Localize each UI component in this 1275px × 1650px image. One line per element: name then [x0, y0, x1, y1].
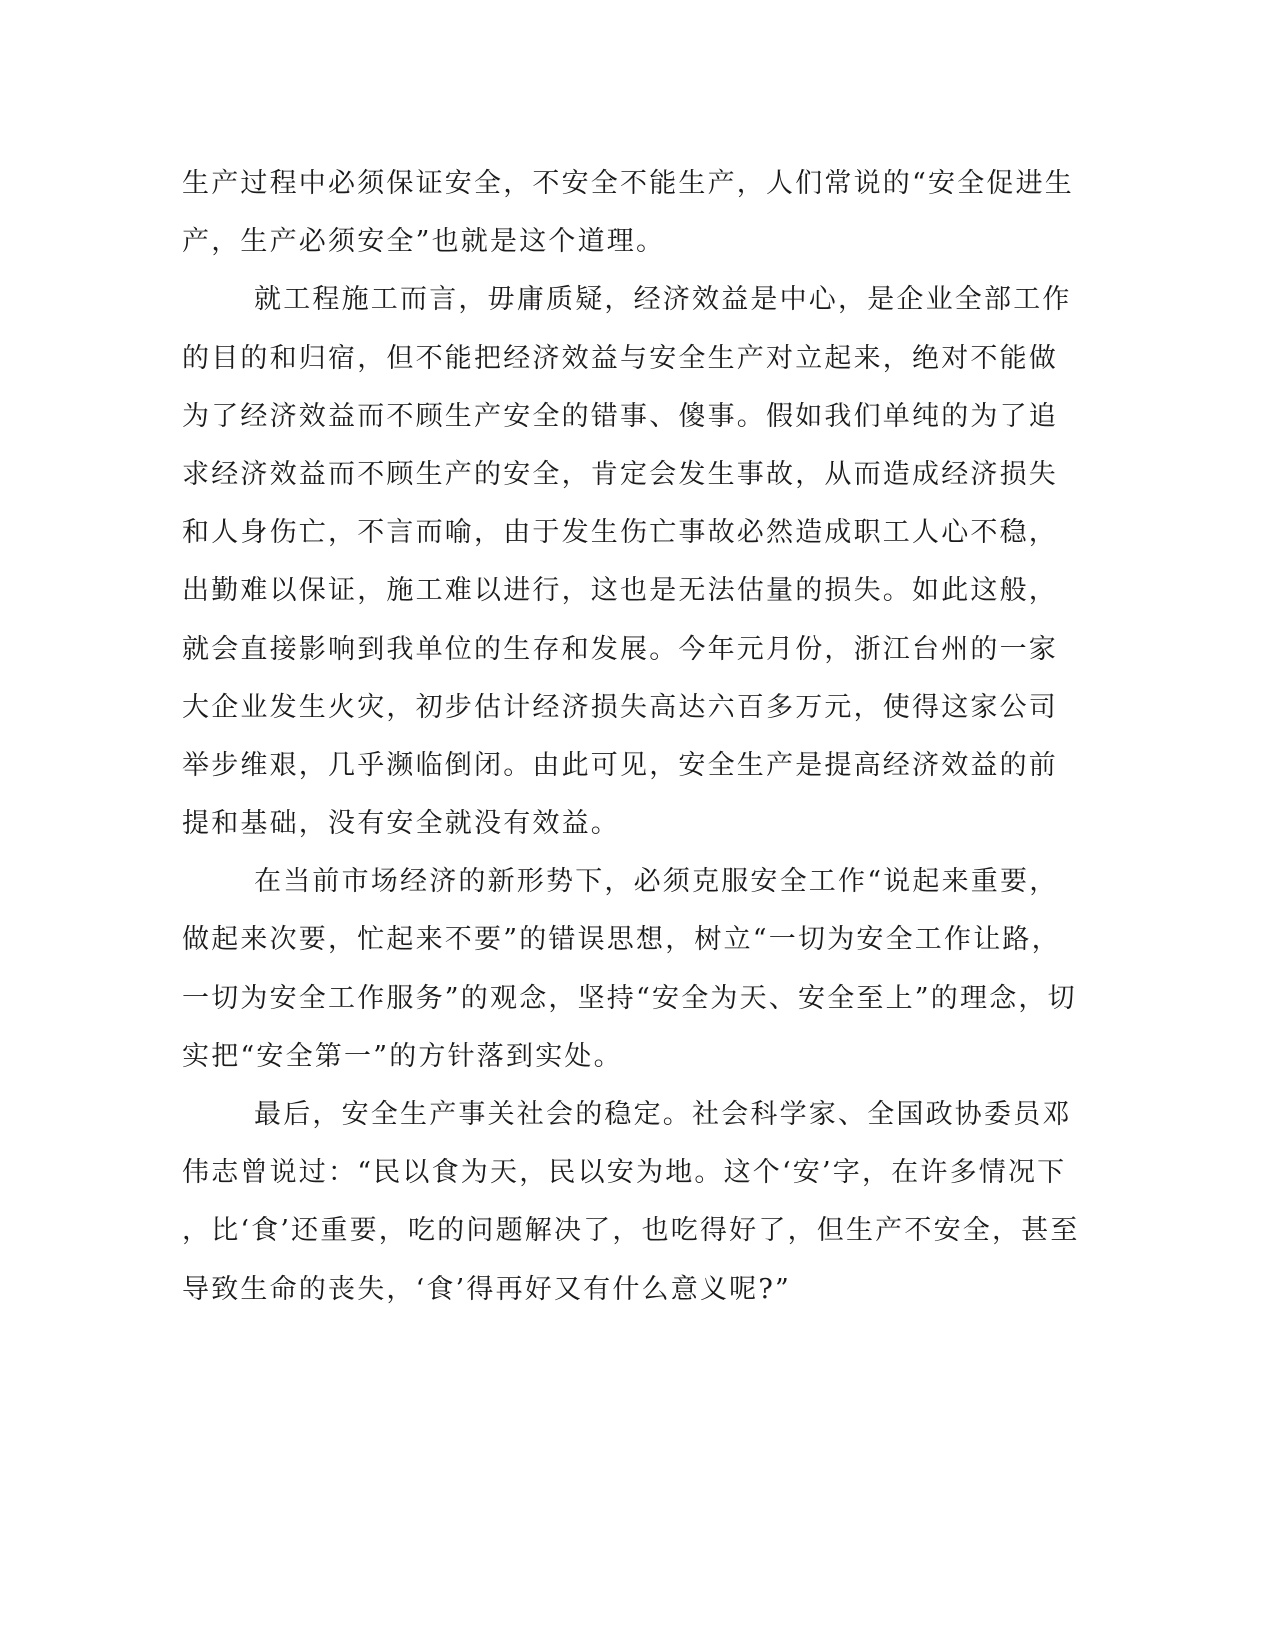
text-line: 大企业发生火灾，初步估计经济损失高达六百多万元，使得这家公司 [182, 691, 1058, 723]
text-line: 举步维艰，几乎濒临倒闭。由此可见，安全生产是提高经济效益的前 [182, 749, 1058, 781]
text-line: 为了经济效益而不顾生产安全的错事、傻事。假如我们单纯的为了追 [182, 400, 1058, 432]
text-line: ，比‘食’还重要，吃的问题解决了，也吃得好了，但生产不安全，甚至 [182, 1215, 1080, 1247]
text-line: 最后，安全生产事关社会的稳定。社会科学家、全国政协委员邓 [254, 1099, 1072, 1130]
text-line: 做起来次要，忙起来不要”的错误思想，树立“一切为安全工作让路， [182, 924, 1061, 956]
text-line: 求经济效益而不顾生产的安全，肯定会发生事故，从而造成经济损失 [182, 458, 1058, 490]
text-line: 的目的和归宿，但不能把经济效益与安全生产对立起来，绝对不能做 [182, 342, 1058, 374]
text-line: 在当前市场经济的新形势下，必须克服安全工作“说起来重要， [254, 866, 1059, 898]
text-line: 产，生产必须安全”也就是这个道理。 [182, 226, 666, 258]
text-line: 提和基础，没有安全就没有效益。 [182, 808, 620, 840]
body-text [182, 155, 1080, 1319]
text-line: 出勤难以保证，施工难以进行，这也是无法估量的损失。如此这般， [182, 575, 1058, 607]
text-line: 实把“安全第一”的方针落到实处。 [182, 1040, 623, 1072]
text-line: 一切为安全工作服务”的观念，坚持“安全为天、安全至上”的理念，切 [182, 982, 1077, 1014]
text-line: 就会直接影响到我单位的生存和发展。今年元月份，浙江台州的一家 [182, 633, 1058, 665]
text-line: 生产过程中必须保证安全，不安全不能生产，人们常说的“安全促进生 [182, 168, 1075, 199]
text-line: 导致生命的丧失，‘食’得再好又有什么意义呢?” [182, 1273, 792, 1305]
text-line: 伟志曾说过：“民以食为天，民以安为地。这个‘安’字，在许多情况下 [182, 1157, 1067, 1189]
text-line: 就工程施工而言，毋庸质疑，经济效益是中心，是企业全部工作 [254, 284, 1072, 316]
text-line: 和人身伤亡，不言而喻，由于发生伤亡事故必然造成职工人心不稳， [182, 517, 1058, 549]
